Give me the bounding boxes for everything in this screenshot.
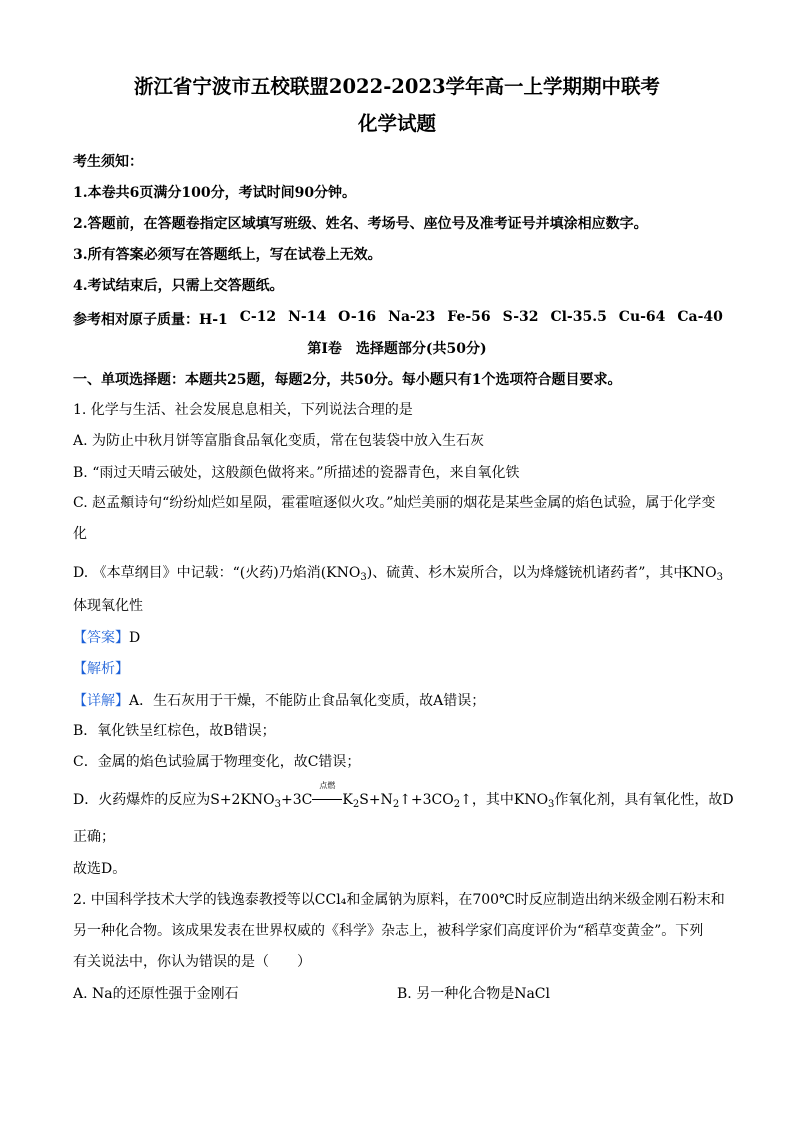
question-stem-continued: 另一种化合物。该成果发表在世界权威的《科学》杂志上，被科学家们高度评价为“稻草变黄金”。下列: [73, 923, 704, 939]
equation-part: S+N: [359, 792, 393, 808]
equation-part: K: [342, 792, 353, 808]
reaction-equation: [210, 781, 472, 810]
option-d-continued: 体现氧化性: [73, 598, 143, 614]
option-c: C. 赵孟頫诗句“纷纷灿烂如星陨，霍霍喧逐似火攻。”灿烂美丽的烟花是某些金属的焰色试验，属于化学变: [73, 495, 716, 511]
detail-tag: 【详解】: [73, 693, 129, 709]
atomic-mass-item: O-16: [338, 309, 377, 325]
subscript: 3: [360, 572, 367, 583]
atomic-mass-item: N-14: [288, 309, 327, 325]
atomic-mass-item: H-1: [199, 312, 228, 328]
option-b: B. “雨过天晴云破处，这般颜色做将来。”所描述的瓷器青色，来自氧化铁: [73, 465, 520, 481]
answer-tag: 【答案】: [73, 630, 129, 646]
atomic-mass-item: C-12: [239, 309, 277, 325]
equation-part: +3C: [281, 792, 313, 808]
detail-d: [73, 781, 734, 810]
condition-label: 点燃: [319, 781, 336, 790]
atomic-mass-item: S-32: [502, 309, 539, 325]
detail-c: C．金属的焰色试验属于物理变化，故C错误；: [73, 754, 361, 770]
subscript: 2: [392, 799, 400, 810]
question-stem: 2. 中国科学技术大学的钱逸泰教授等以CCl₄和金属钠为原料，在700℃时反应制造出纳米级金刚石粉末和: [73, 892, 725, 908]
formula-text: KNO: [326, 565, 361, 581]
notice-heading: 考生须知：: [73, 154, 143, 170]
option-b: B. 另一种化合物是NaCl: [397, 986, 550, 1002]
subscript: 2: [453, 799, 461, 810]
reaction-condition: [312, 781, 342, 810]
formula-text: KNO: [513, 792, 549, 808]
notice-item: 1.本卷共6页满分100分，考试时间90分钟。: [73, 185, 357, 201]
formula-text: KNO: [682, 565, 717, 581]
equation-part: S+2KNO: [210, 792, 275, 808]
conclusion: 故选D。: [73, 861, 127, 877]
option-d-text: D. 《本草纲目》中记载：“(火药)乃焰消(: [73, 565, 327, 581]
analysis-tag: 【解析】: [73, 661, 129, 677]
notice-item: 2.答题前，在答题卷指定区域填写班级、姓名、考场号、座位号及准考证号并填涂相应数字。: [73, 216, 648, 232]
option-a: A. 为防止中秋月饼等富脂食品氧化变质，常在包装袋中放入生石灰: [73, 433, 485, 449]
formula: [326, 565, 367, 581]
question-stem-continued: 有关说法中，你认为错误的是（ ）: [73, 954, 311, 970]
answer-line: [73, 628, 140, 648]
formula: [514, 792, 555, 808]
detail-b: B．氧化铁呈红棕色，故B错误；: [73, 723, 276, 739]
reaction-arrow: [312, 799, 342, 800]
detail-a: [73, 691, 485, 711]
exam-title: 浙江省宁波市五校联盟2022-2023学年高一上学期期中联考: [133, 75, 661, 98]
option-c-continued: 化: [73, 526, 87, 542]
atomic-mass-item: Ca-40: [677, 309, 723, 325]
atomic-mass-row: [73, 309, 723, 329]
notice-item: 3.所有答案必须写在答题纸上，写在试卷上无效。: [73, 247, 382, 263]
option-d: [73, 563, 723, 583]
equation-part: ↑+3CO: [399, 792, 454, 808]
part-heading: 第Ⅰ卷 选择题部分(共50分): [307, 341, 487, 357]
subscript: 3: [274, 799, 282, 810]
notice-item: 4.考试结束后，只需上交答题纸。: [73, 278, 284, 294]
atomic-mass-label: 参考相对原子质量：: [73, 312, 199, 328]
detail-text: ，其中: [471, 792, 514, 808]
detail-text: D．火药爆炸的反应为: [73, 792, 211, 808]
option-a: A. Na的还原性强于金刚石: [73, 986, 239, 1002]
detail-d-continued: 正确；: [73, 829, 115, 845]
atomic-mass-item: Fe-56: [447, 309, 491, 325]
atomic-mass-item: Cl-35.5: [550, 309, 607, 325]
subscript: 2: [352, 799, 360, 810]
question-stem: 1. 化学与生活、社会发展息息相关，下列说法合理的是: [73, 402, 413, 418]
detail-text: 作氧化剂，具有氧化性，故D: [554, 792, 734, 808]
detail-text: A．生石灰用于干燥，不能防止食品氧化变质，故A错误；: [129, 693, 486, 709]
option-d-text: )、硫黄、杉木炭所合，以为烽燧铳机诸药者”，其中: [366, 565, 688, 581]
atomic-mass-item: Cu-64: [618, 309, 666, 325]
formula: [682, 563, 723, 583]
subscript: 3: [548, 799, 555, 810]
section-heading: 一、单项选择题：本题共25题，每题2分，共50分。每小题只有1个选项符合题目要求。: [73, 372, 622, 388]
subscript: 3: [716, 572, 723, 583]
equation-part: ↑: [460, 792, 472, 808]
atomic-mass-item: Na-23: [388, 309, 436, 325]
answer-value: D: [129, 630, 141, 646]
exam-subtitle: 化学试题: [357, 112, 436, 135]
